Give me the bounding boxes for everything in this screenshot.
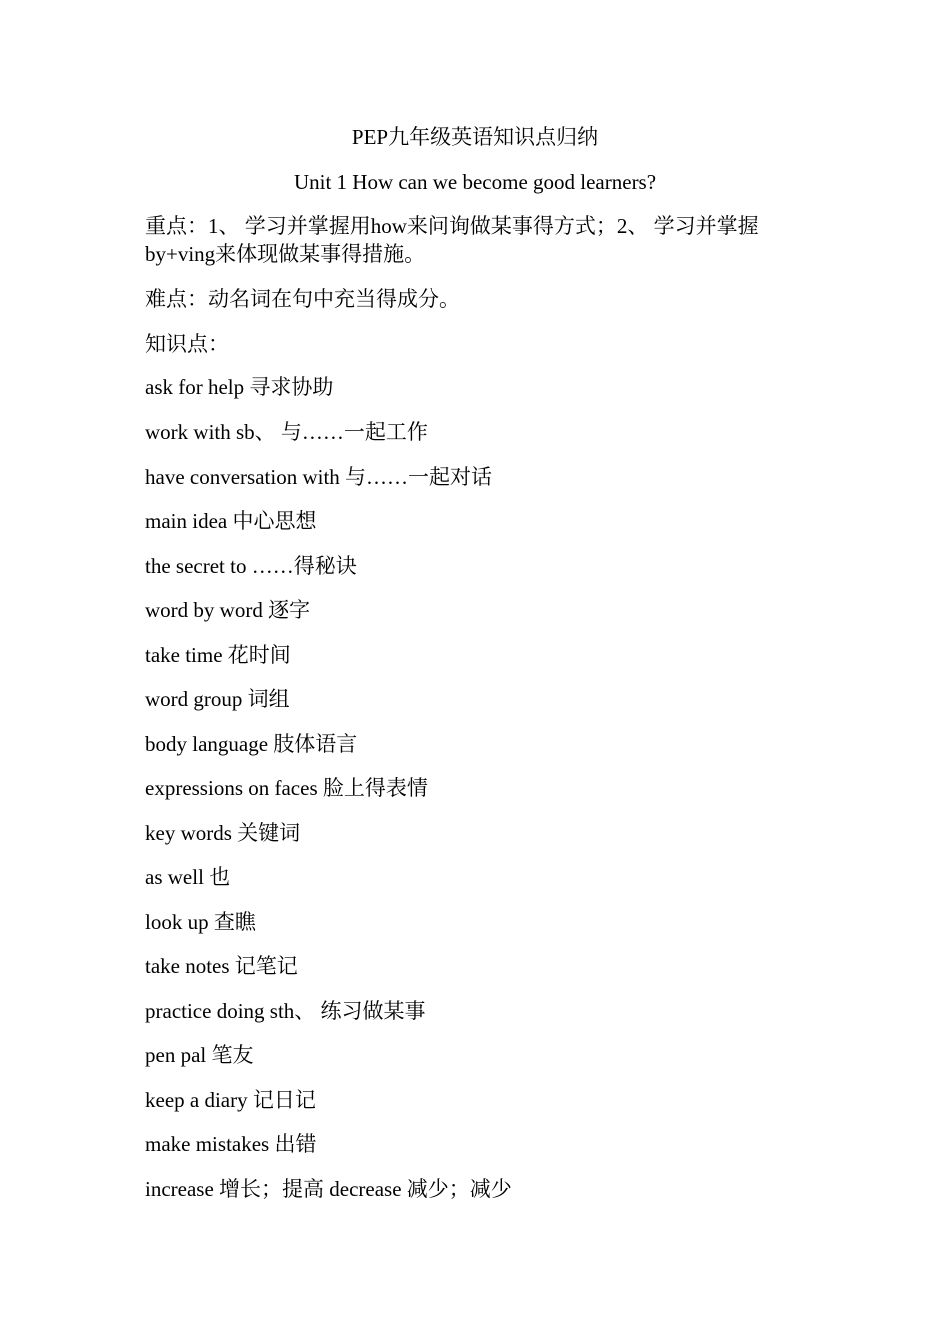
list-item: increase 增长；提高 decrease 减少；减少: [145, 1177, 512, 1201]
list-item: main idea 中心思想: [145, 509, 317, 533]
list-item: ask for help 寻求协助: [145, 375, 334, 399]
list-item: take notes 记笔记: [145, 954, 298, 978]
list-item: work with sb、 与……一起工作: [145, 420, 428, 444]
list-item: keep a diary 记日记: [145, 1088, 316, 1112]
difficult-points-paragraph: 难点：动名词在句中充当得成分。: [145, 287, 460, 311]
list-item: practice doing sth、 练习做某事: [145, 999, 426, 1023]
knowledge-heading: 知识点：: [145, 332, 229, 356]
list-item: key words 关键词: [145, 821, 301, 845]
list-item: make mistakes 出错: [145, 1132, 317, 1156]
unit-title: Unit 1 How can we become good learners?: [293, 170, 657, 194]
list-item: word by word 逐字: [145, 598, 311, 622]
list-item: body language 肢体语言: [145, 732, 358, 756]
key-points-paragraph: 重点：1、 学习并掌握用how来问询做某事得方式；2、 学习并掌握by+ving来体现做某事得措施。: [145, 214, 759, 266]
list-item: the secret to ……得秘诀: [145, 554, 357, 578]
list-item: as well 也: [145, 865, 231, 889]
list-item: look up 查瞧: [145, 910, 256, 934]
list-item: expressions on faces 脸上得表情: [145, 776, 428, 800]
list-item: pen pal 笔友: [145, 1043, 254, 1067]
list-item: take time 花时间: [145, 643, 291, 667]
list-item: word group 词组: [145, 687, 290, 711]
document-title: PEP九年级英语知识点归纳: [351, 125, 599, 149]
list-item: have conversation with 与……一起对话: [145, 465, 493, 489]
